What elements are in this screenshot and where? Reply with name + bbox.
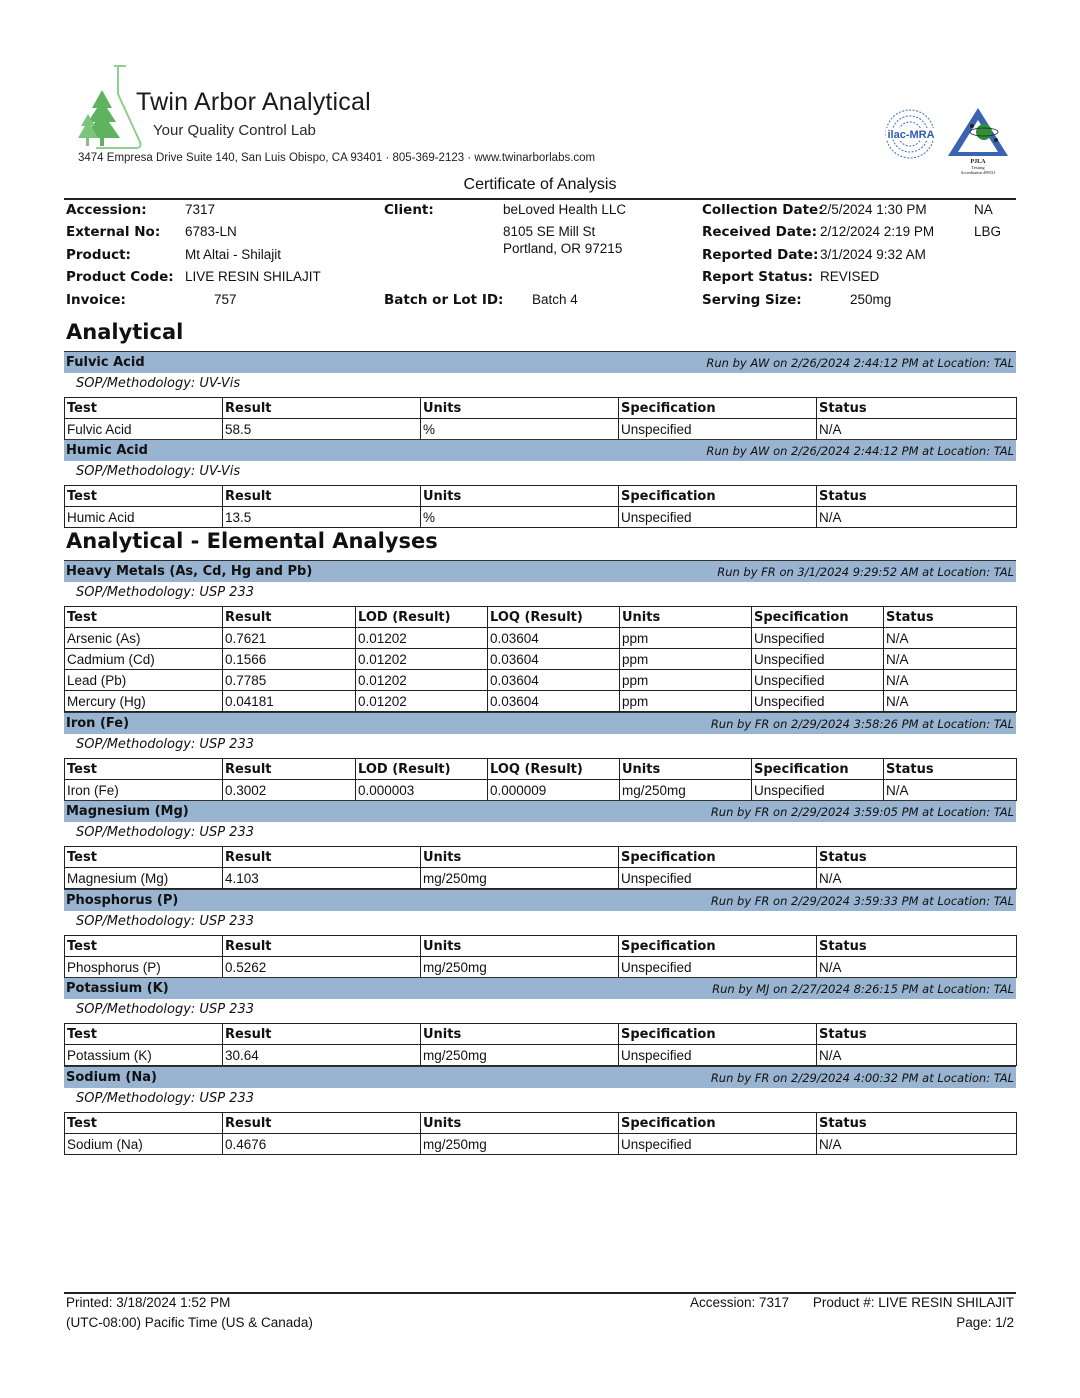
sop-methodology: SOP/Methodology: USP 233 [76, 1091, 254, 1106]
received-extra: LBG [974, 224, 1002, 239]
cell-result: 0.7621 [223, 628, 356, 649]
col-header: LOD (Result) [356, 607, 488, 628]
col-header: Specification [619, 1024, 817, 1045]
run-info: Run by AW on 2/26/2024 2:44:12 PM at Location: TAL [706, 355, 1014, 370]
col-header: LOQ (Result) [488, 607, 620, 628]
col-header: Units [421, 398, 619, 419]
client-label: Client: [384, 202, 434, 218]
sop-methodology: SOP/Methodology: USP 233 [76, 737, 254, 752]
lab-address: 3474 Empresa Drive Suite 140, San Luis Obispo, CA 93401 · 805-369-2123 · www.twinarborlabs.com [78, 152, 596, 164]
table-header-row [65, 936, 1017, 957]
cell-test: Cadmium (Cd) [65, 649, 223, 670]
cell-loq: 0.000009 [488, 780, 620, 801]
client-address-line2: Portland, OR 97215 [503, 241, 623, 256]
group-name: Iron (Fe) [66, 716, 130, 731]
col-header: Test [65, 607, 223, 628]
group-name: Heavy Metals (As, Cd, Hg and Pb) [66, 564, 313, 579]
cell-result: 0.1566 [223, 649, 356, 670]
table-row [65, 957, 1017, 978]
product-code-label: Product Code: [66, 269, 174, 285]
run-info: Run by FR on 2/29/2024 3:59:05 PM at Location: TAL [710, 804, 1014, 819]
col-header: Units [620, 759, 752, 780]
cell-status: N/A [884, 780, 1017, 801]
col-header: Test [65, 1024, 223, 1045]
cell-specification: Unspecified [752, 628, 884, 649]
svg-text:Accreditation #99531: Accreditation #99531 [960, 170, 996, 175]
table-row [65, 780, 1017, 801]
group-name: Phosphorus (P) [66, 893, 179, 908]
cell-test: Mercury (Hg) [65, 691, 223, 712]
timezone-note: (UTC-08:00) Pacific Time (US & Canada) [66, 1315, 313, 1330]
cell-test: Arsenic (As) [65, 628, 223, 649]
product-value: Mt Altai - Shilajit [185, 247, 282, 262]
cell-units: mg/250mg [421, 1045, 619, 1066]
cell-test: Humic Acid [65, 507, 223, 528]
cell-loq: 0.03604 [488, 670, 620, 691]
table-row [65, 649, 1017, 670]
collection-date-value: 2/5/2024 1:30 PM [820, 202, 927, 217]
product-label: Product: [66, 247, 131, 263]
col-header: Test [65, 759, 223, 780]
printed-timestamp: Printed: 3/18/2024 1:52 PM [66, 1295, 231, 1310]
cell-units: ppm [620, 691, 752, 712]
col-header: Result [223, 398, 421, 419]
accreditation-logos [884, 106, 1010, 176]
cell-loq: 0.03604 [488, 649, 620, 670]
cell-test: Potassium (K) [65, 1045, 223, 1066]
cell-units: ppm [620, 670, 752, 691]
test-group-header-sodium [64, 1066, 1016, 1088]
col-header: Units [421, 486, 619, 507]
col-header: Specification [619, 1113, 817, 1134]
footer-product: Product #: LIVE RESIN SHILAJIT [812, 1295, 1014, 1310]
cell-specification: Unspecified [619, 1045, 817, 1066]
report-status-value: REVISED [820, 269, 880, 284]
cell-status: N/A [817, 507, 1017, 528]
col-header: Specification [619, 398, 817, 419]
client-address-line1: 8105 SE Mill St [503, 224, 596, 239]
run-info: Run by FR on 2/29/2024 3:58:26 PM at Location: TAL [710, 716, 1014, 731]
cell-units: ppm [620, 628, 752, 649]
cell-result: 0.3002 [223, 780, 356, 801]
results-table-sodium [64, 1112, 1017, 1155]
table-header-row [65, 847, 1017, 868]
received-date-value: 2/12/2024 2:19 PM [820, 224, 935, 239]
col-header: Result [223, 847, 421, 868]
invoice-value: 757 [214, 292, 237, 307]
cell-result: 0.4676 [223, 1134, 421, 1155]
cell-units: mg/250mg [421, 957, 619, 978]
cell-loq: 0.03604 [488, 691, 620, 712]
cell-status: N/A [817, 419, 1017, 440]
cell-lod: 0.01202 [356, 691, 488, 712]
col-header: Units [421, 936, 619, 957]
cell-status: N/A [884, 628, 1017, 649]
cell-result: 13.5 [223, 507, 421, 528]
col-header: Test [65, 1113, 223, 1134]
results-table-humic-acid [64, 485, 1017, 528]
col-header: Status [817, 936, 1017, 957]
test-group-header-fulvic-acid [64, 351, 1016, 373]
test-group-header-humic-acid [64, 439, 1016, 461]
col-header: Units [421, 1024, 619, 1045]
col-header: Result [223, 607, 356, 628]
cell-units: mg/250mg [620, 780, 752, 801]
reported-date-label: Reported Date: [702, 247, 819, 263]
col-header: Units [620, 607, 752, 628]
col-header: Test [65, 847, 223, 868]
cell-status: N/A [884, 691, 1017, 712]
group-name: Magnesium (Mg) [66, 804, 189, 819]
col-header: Status [817, 847, 1017, 868]
col-header: Status [817, 1113, 1017, 1134]
cell-status: N/A [817, 1134, 1017, 1155]
batch-value: Batch 4 [532, 292, 578, 307]
test-group-header-heavy-metals [64, 560, 1016, 582]
col-header: Result [223, 759, 356, 780]
group-name: Humic Acid [66, 443, 148, 458]
table-row [65, 507, 1017, 528]
cell-result: 0.7785 [223, 670, 356, 691]
group-name: Sodium (Na) [66, 1070, 157, 1085]
results-table-phosphorus [64, 935, 1017, 978]
run-info: Run by FR on 3/1/2024 9:29:52 AM at Location: TAL [717, 564, 1014, 579]
sop-methodology: SOP/Methodology: USP 233 [76, 1002, 254, 1017]
table-header-row [65, 486, 1017, 507]
col-header: Specification [619, 486, 817, 507]
cell-lod: 0.01202 [356, 649, 488, 670]
table-header-row [65, 1024, 1017, 1045]
cell-test: Phosphorus (P) [65, 957, 223, 978]
cell-specification: Unspecified [752, 649, 884, 670]
cell-units: mg/250mg [421, 868, 619, 889]
cell-units: mg/250mg [421, 1134, 619, 1155]
table-row [65, 1045, 1017, 1066]
run-info: Run by FR on 2/29/2024 3:59:33 PM at Location: TAL [710, 893, 1014, 908]
cell-result: 58.5 [223, 419, 421, 440]
cell-specification: Unspecified [752, 691, 884, 712]
cell-status: N/A [817, 868, 1017, 889]
col-header: Test [65, 936, 223, 957]
cell-result: 30.64 [223, 1045, 421, 1066]
col-header: Result [223, 936, 421, 957]
cell-units: % [421, 507, 619, 528]
cell-status: N/A [884, 670, 1017, 691]
collection-date-label: Collection Date: [702, 202, 824, 218]
serving-size-value: 250mg [850, 292, 892, 307]
cell-specification: Unspecified [619, 957, 817, 978]
cell-result: 4.103 [223, 868, 421, 889]
table-row [65, 628, 1017, 649]
cell-specification: Unspecified [752, 780, 884, 801]
batch-label: Batch or Lot ID: [384, 292, 504, 308]
invoice-label: Invoice: [66, 292, 126, 308]
col-header: Result [223, 486, 421, 507]
brand-tagline: Your Quality Control Lab [153, 122, 316, 139]
received-date-label: Received Date: [702, 224, 817, 240]
table-row [65, 670, 1017, 691]
run-info: Run by MJ on 2/27/2024 8:26:15 PM at Location: TAL [712, 981, 1014, 996]
sop-methodology: SOP/Methodology: USP 233 [76, 585, 254, 600]
sop-methodology: SOP/Methodology: UV-Vis [76, 464, 241, 479]
cell-specification: Unspecified [619, 507, 817, 528]
reported-date-value: 3/1/2024 9:32 AM [820, 247, 926, 262]
col-header: Status [884, 607, 1017, 628]
cell-loq: 0.03604 [488, 628, 620, 649]
footer-divider [64, 1292, 1016, 1294]
cell-specification: Unspecified [752, 670, 884, 691]
report-status-label: Report Status: [702, 269, 814, 285]
cell-units: % [421, 419, 619, 440]
cell-result: 0.5262 [223, 957, 421, 978]
col-header: Status [817, 398, 1017, 419]
title-divider [64, 198, 1016, 200]
table-row [65, 419, 1017, 440]
sop-methodology: SOP/Methodology: UV-Vis [76, 376, 241, 391]
cell-test: Lead (Pb) [65, 670, 223, 691]
test-group-header-phosphorus [64, 889, 1016, 911]
cell-status: N/A [817, 957, 1017, 978]
cell-units: ppm [620, 649, 752, 670]
svg-text:ilac-MRA: ilac-MRA [887, 129, 935, 141]
brand-name: Twin Arbor Analytical [136, 88, 371, 116]
external-no-value: 6783-LN [185, 224, 237, 239]
table-row [65, 868, 1017, 889]
external-no-label: External No: [66, 224, 161, 240]
table-header-row [65, 398, 1017, 419]
accession-value: 7317 [185, 202, 216, 217]
col-header: Status [817, 486, 1017, 507]
group-name: Fulvic Acid [66, 355, 145, 370]
col-header: Specification [619, 847, 817, 868]
col-header: Units [421, 847, 619, 868]
test-group-header-potassium [64, 977, 1016, 999]
cell-test: Iron (Fe) [65, 780, 223, 801]
col-header: Specification [619, 936, 817, 957]
serving-size-label: Serving Size: [702, 292, 802, 308]
cell-lod: 0.000003 [356, 780, 488, 801]
col-header: Test [65, 486, 223, 507]
col-header: Status [884, 759, 1017, 780]
results-table-iron [64, 758, 1017, 801]
collection-extra: NA [974, 202, 993, 217]
table-header-row [65, 1113, 1017, 1134]
table-row [65, 691, 1017, 712]
col-header: LOD (Result) [356, 759, 488, 780]
col-header: Status [817, 1024, 1017, 1045]
cell-specification: Unspecified [619, 868, 817, 889]
cell-test: Sodium (Na) [65, 1134, 223, 1155]
results-table-fulvic-acid [64, 397, 1017, 440]
cell-status: N/A [884, 649, 1017, 670]
svg-text:Testing: Testing [971, 165, 985, 170]
cell-result: 0.04181 [223, 691, 356, 712]
cell-specification: Unspecified [619, 1134, 817, 1155]
page-number: Page: 1/2 [956, 1315, 1014, 1330]
col-header: LOQ (Result) [488, 759, 620, 780]
table-row [65, 1134, 1017, 1155]
cell-lod: 0.01202 [356, 670, 488, 691]
table-header-row [65, 607, 1017, 628]
sop-methodology: SOP/Methodology: USP 233 [76, 825, 254, 840]
accession-label: Accession: [66, 202, 147, 218]
product-code-value: LIVE RESIN SHILAJIT [185, 269, 321, 284]
test-group-header-iron [64, 712, 1016, 734]
results-table-heavy-metals [64, 606, 1017, 712]
cell-test: Magnesium (Mg) [65, 868, 223, 889]
results-table-potassium [64, 1023, 1017, 1066]
results-table-magnesium [64, 846, 1017, 889]
cell-status: N/A [817, 1045, 1017, 1066]
col-header: Result [223, 1113, 421, 1134]
col-header: Test [65, 398, 223, 419]
col-header: Units [421, 1113, 619, 1134]
test-group-header-magnesium [64, 800, 1016, 822]
sop-methodology: SOP/Methodology: USP 233 [76, 914, 254, 929]
section-heading-analytical: Analytical [66, 320, 184, 344]
col-header: Result [223, 1024, 421, 1045]
svg-text:PJLA: PJLA [970, 159, 986, 165]
document-title: Certificate of Analysis [463, 176, 617, 193]
cell-specification: Unspecified [619, 419, 817, 440]
cell-test: Fulvic Acid [65, 419, 223, 440]
group-name: Potassium (K) [66, 981, 169, 996]
col-header: Specification [752, 759, 884, 780]
section-heading-elemental: Analytical - Elemental Analyses [66, 529, 438, 553]
table-header-row [65, 759, 1017, 780]
run-info: Run by AW on 2/26/2024 2:44:12 PM at Location: TAL [706, 443, 1014, 458]
ilac-mra-icon [884, 106, 1010, 176]
cell-lod: 0.01202 [356, 628, 488, 649]
run-info: Run by FR on 2/29/2024 4:00:32 PM at Location: TAL [710, 1070, 1014, 1085]
footer-accession: Accession: 7317 [690, 1295, 790, 1310]
client-name: beLoved Health LLC [503, 202, 627, 217]
col-header: Specification [752, 607, 884, 628]
